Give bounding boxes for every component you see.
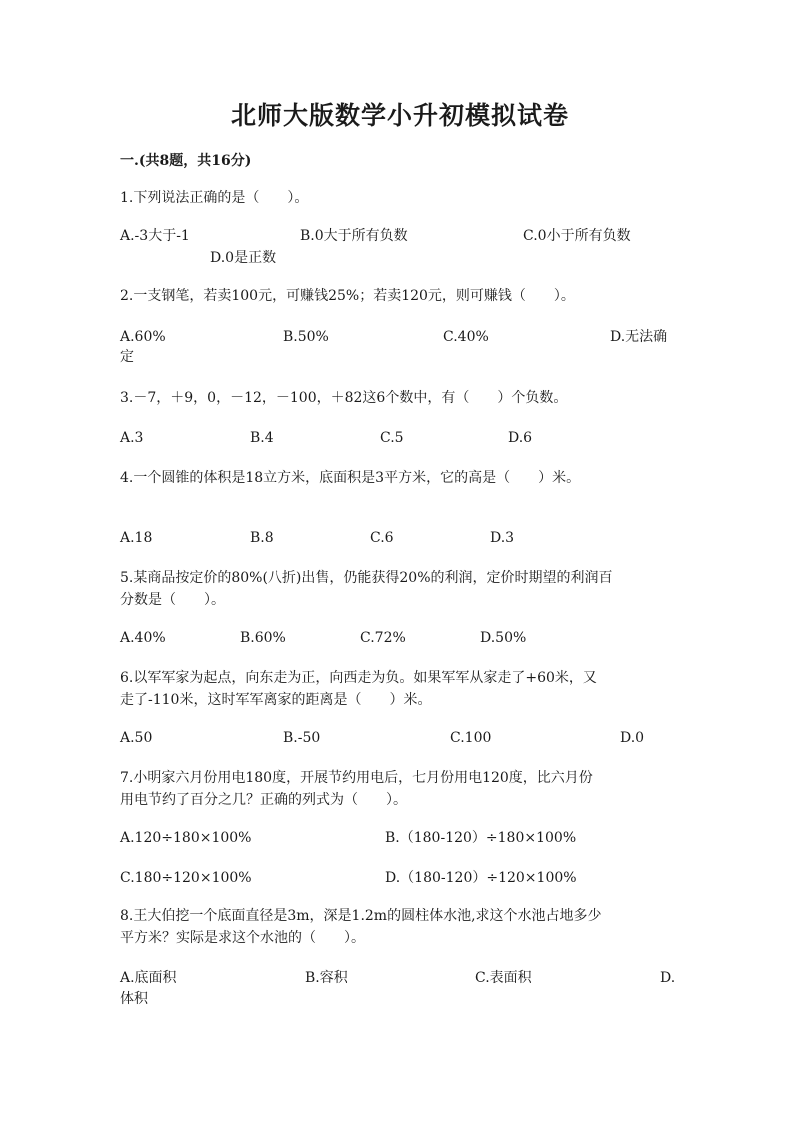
q7-option-b: B.（180-120）÷180×100% (385, 830, 577, 846)
q4-option-b: B.8 (250, 530, 274, 546)
q3-option-a: A.3 (120, 430, 144, 446)
q3-option-b: B.4 (250, 430, 274, 446)
q8-option-b: B.容积 (305, 970, 348, 986)
q1-option-b: B.0大于所有负数 (300, 228, 408, 244)
q4-option-a: A.18 (120, 530, 153, 546)
q1-option-a: A.-3大于-1 (120, 228, 190, 244)
q5-option-d: D.50% (480, 630, 527, 646)
question-8-text-line-2: 平方米？实际是求这个水池的（ ）。 (120, 930, 365, 946)
q2-option-d: D.无法确 (610, 329, 668, 345)
q1-option-d: D.0是正数 (210, 250, 277, 266)
q1-option-c: C.0小于所有负数 (523, 228, 631, 244)
q3-option-d: D.6 (508, 430, 533, 446)
q2-option-c: C.40% (443, 329, 489, 345)
question-1-text: 1.下列说法正确的是（ ）。 (120, 190, 309, 206)
q4-option-d: D.3 (490, 530, 515, 546)
question-2-text: 2.一支钢笔，若卖100元，可赚钱25%；若卖120元，则可赚钱（ ）。 (120, 288, 575, 304)
q6-option-b: B.-50 (283, 730, 321, 746)
q2-option-b: B.50% (283, 329, 329, 345)
q7-option-d: D.（180-120）÷120×100% (385, 870, 577, 886)
question-4-text: 4.一个圆锥的体积是18立方米，底面积是3平方米，它的高是（ ）米。 (120, 470, 581, 486)
question-7-text-line-2: 用电节约了百分之几？正确的列式为（ ）。 (120, 792, 407, 808)
question-5-text-line-1: 5.某商品按定价的80%(八折)出售，仍能获得20%的利润，定价时期望的利润百 (120, 570, 613, 586)
q3-option-c: C.5 (380, 430, 404, 446)
q6-option-a: A.50 (120, 730, 153, 746)
question-6-text-line-2: 走了-110米，这时军军离家的距离是（ ）米。 (120, 692, 432, 708)
q5-option-c: C.72% (360, 630, 406, 646)
q7-option-a: A.120÷180×100% (120, 830, 252, 846)
section-heading: 一.(共8题，共16分) (120, 153, 252, 169)
question-7-text-line-1: 7.小明家六月份用电180度，开展节约用电后，七月份用电120度，比六月份 (120, 770, 593, 786)
q2-option-a: A.60% (120, 329, 166, 345)
q5-option-b: B.60% (240, 630, 286, 646)
q8-option-a: A.底面积 (120, 970, 177, 986)
q2-option-d-wrap: 定 (120, 349, 134, 365)
q7-option-c: C.180÷120×100% (120, 870, 252, 886)
q6-option-c: C.100 (450, 730, 492, 746)
q8-option-c: C.表面积 (475, 970, 532, 986)
q5-option-a: A.40% (120, 630, 166, 646)
question-3-text: 3.－7，＋9，0，－12，－100，＋82这6个数中，有（ ）个负数。 (120, 390, 568, 406)
q8-option-d: D. (660, 970, 676, 986)
question-5-text-line-2: 分数是（ ）。 (120, 592, 225, 608)
question-8-text-line-1: 8.王大伯挖一个底面直径是3m，深是1.2m的圆柱体水池,求这个水池占地多少 (120, 908, 602, 924)
q6-option-d: D.0 (620, 730, 645, 746)
question-6-text-line-1: 6.以军军家为起点，向东走为正，向西走为负。如果军军从家走了+60米，又 (120, 670, 597, 686)
q8-option-d-wrap: 体积 (120, 991, 148, 1007)
q4-option-c: C.6 (370, 530, 394, 546)
page-title: 北师大版数学小升初模拟试卷 (230, 101, 569, 130)
